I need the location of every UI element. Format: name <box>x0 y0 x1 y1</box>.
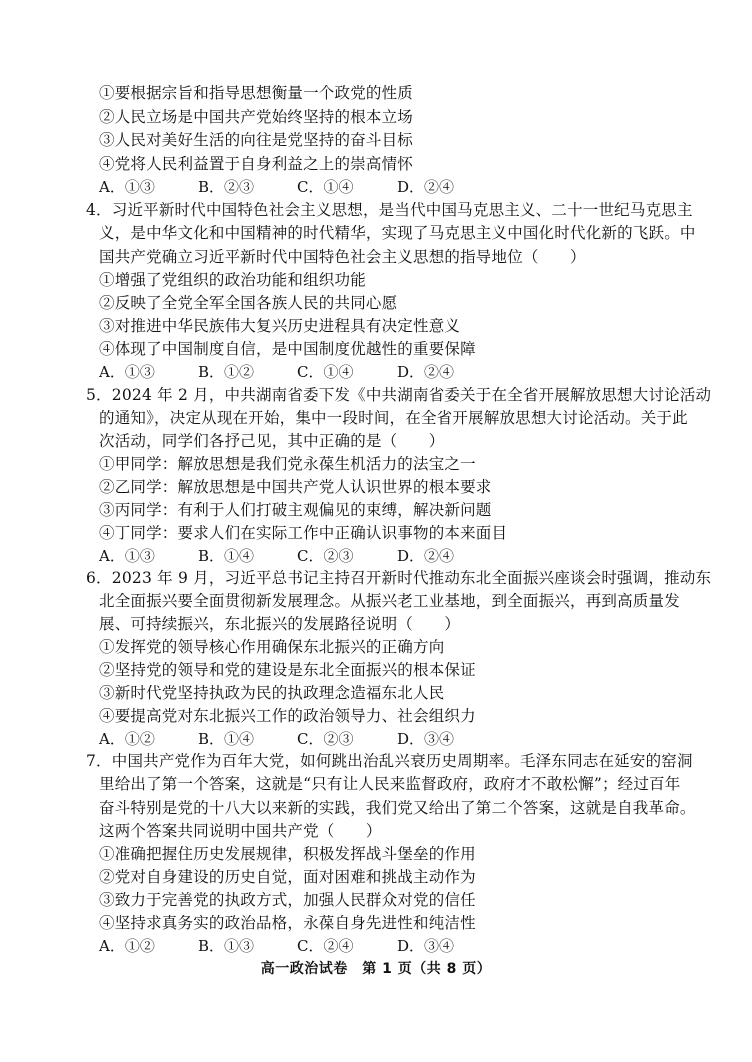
q3-option-2: ②人民立场是中国共产党始终坚持的根本立场 <box>99 108 414 126</box>
q6-option-4: ④要提高党对东北振兴工作的政治领导力、社会组织力 <box>99 707 476 725</box>
q4-stem-line-1: 4．习近平新时代中国特色社会主义思想，是当代中国马克思主义、二十一世纪马克思主 <box>86 201 693 219</box>
q4-choice-b: B．①② <box>198 363 255 381</box>
q5-stem-line-1: 5．2024 年 2 月，中共湖南省委下发《中共湖南省委关于在全省开展解放思想大讨论活动 <box>86 386 712 404</box>
q6-stem-line-2: 北全面振兴要全面贯彻新发展理念。从振兴老工业基地，到全面振兴，再到高质量发 <box>99 592 680 610</box>
q7-stem-line-1: 7．中国共产党作为百年大党，如何跳出治乱兴衰历史周期率。毛泽东同志在延安的窑洞 <box>86 752 693 770</box>
q6-option-3: ③新时代党坚持执政为民的执政理念造福东北人民 <box>99 684 445 702</box>
q3-choice-c: C．①④ <box>297 178 354 196</box>
q5-option-1: ①甲同学：解放思想是我们党永葆生机活力的法宝之一 <box>99 455 476 473</box>
q7-stem-line-3: 奋斗特别是党的十八大以来新的实践，我们党又给出了第二个答案，这就是自我革命。 <box>99 799 696 817</box>
q6-choice-b: B．①④ <box>198 730 255 748</box>
q6-stem-line-1: 6．2023 年 9 月，习近平总书记主持召开新时代推动东北全面振兴座谈会时强调，推动东 <box>86 569 712 587</box>
q4-choice-a: A．①③ <box>99 363 155 381</box>
q5-option-4: ④丁同学：要求人们在实际工作中正确认识事物的本来面目 <box>99 524 508 542</box>
q5-stem-line-2: 的通知》，决定从现在开始，集中一段时间，在全省开展解放思想大讨论活动。关于此 <box>99 409 688 427</box>
q7-choice-b: B．①③ <box>198 937 255 955</box>
q6-option-2: ②坚持党的领导和党的建设是东北全面振兴的根本保证 <box>99 661 476 679</box>
q7-option-4: ④坚持求真务实的政治品格，永葆自身先进性和纯洁性 <box>99 914 476 932</box>
q6-stem-line-3: 展、可持续振兴，东北振兴的发展路径说明（ ） <box>99 615 461 633</box>
page-footer: 高一政治试卷 第 1 页（共 8 页） <box>260 961 492 977</box>
q7-choice-c: C．②④ <box>297 937 354 955</box>
q4-option-1: ①增强了党组织的政治功能和组织功能 <box>99 271 366 289</box>
q6-option-1: ①发挥党的领导核心作用确保东北振兴的正确方向 <box>99 638 445 656</box>
q5-option-3: ③丙同学：有利于人们打破主观偏见的束缚，解决新问题 <box>99 501 492 519</box>
q3-choice-d: D．②④ <box>397 178 455 196</box>
q3-option-4: ④党将人民利益置于自身利益之上的崇高情怀 <box>99 155 414 173</box>
q5-choice-c: C．②③ <box>297 547 354 565</box>
q7-choice-a: A．①② <box>99 937 155 955</box>
q4-choice-d: D．②④ <box>397 363 455 381</box>
q4-choice-c: C．①④ <box>297 363 354 381</box>
q4-option-2: ②反映了全党全军全国各族人民的共同心愿 <box>99 294 398 312</box>
q4-stem-line-3: 国共产党确立习近平新时代中国特色社会主义思想的指导地位（ ） <box>99 248 586 266</box>
q7-option-2: ②党对自身建设的历史自觉，面对困难和挑战主动作为 <box>99 868 476 886</box>
q6-choice-a: A．①② <box>99 730 155 748</box>
q5-choice-d: D．②④ <box>397 547 455 565</box>
q7-stem-line-2: 里给出了第一个答案，这就是“只有让人民来监督政府，政府才不敢松懈”；经过百年 <box>99 775 681 793</box>
q7-choice-d: D．③④ <box>397 937 455 955</box>
q5-option-2: ②乙同学：解放思想是中国共产党人认识世界的根本要求 <box>99 478 492 496</box>
q4-stem-line-2: 义，是中华文化和中国精神的时代精华，实现了马克思主义中国化时代化新的飞跃。中 <box>99 224 696 242</box>
q3-choice-b: B．②③ <box>198 178 255 196</box>
q7-option-3: ③致力于完善党的执政方式，加强人民群众对党的信任 <box>99 891 476 909</box>
q4-option-4: ④体现了中国制度自信，是中国制度优越性的重要保障 <box>99 340 476 358</box>
q3-option-1: ①要根据宗旨和指导思想衡量一个政党的性质 <box>99 84 414 102</box>
q6-choice-d: D．③④ <box>397 730 455 748</box>
q3-choice-a: A．①③ <box>99 178 155 196</box>
q3-option-3: ③人民对美好生活的向往是党坚持的奋斗目标 <box>99 131 414 149</box>
q5-stem-line-3: 次活动，同学们各抒己见，其中正确的是（ ） <box>99 432 445 450</box>
q7-stem-line-4: 这两个答案共同说明中国共产党（ ） <box>99 822 382 840</box>
q5-choice-a: A．①③ <box>99 547 155 565</box>
q5-choice-b: B．①④ <box>198 547 255 565</box>
q7-option-1: ①准确把握住历史发展规律，积极发挥战斗堡垒的作用 <box>99 845 476 863</box>
q6-choice-c: C．②③ <box>297 730 354 748</box>
q4-option-3: ③对推进中华民族伟大复兴历史进程具有决定性意义 <box>99 317 461 335</box>
